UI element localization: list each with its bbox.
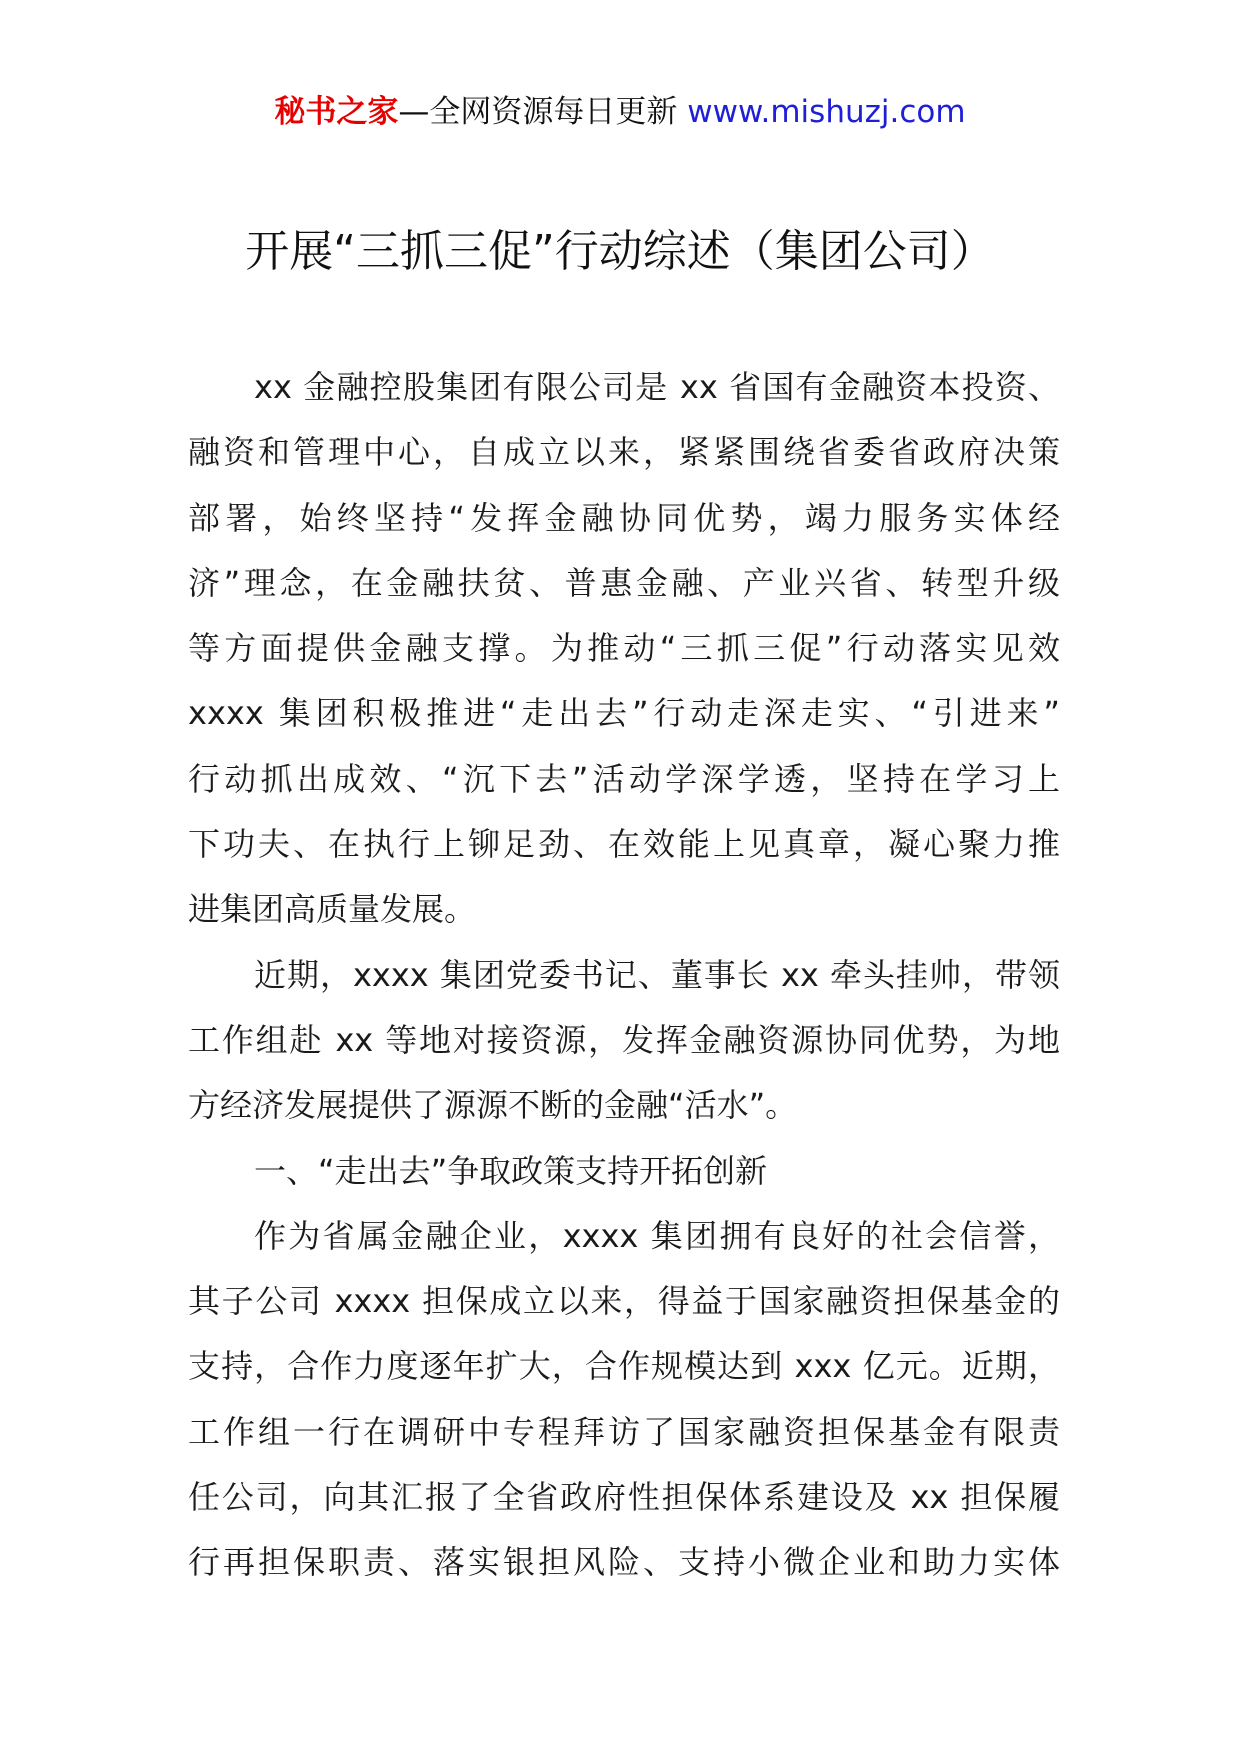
section-heading: 一、“走出去”争取政策支持开拓创新 <box>254 1151 768 1190</box>
paragraph-line: xxxx 集团积极推进“走出去”行动走深走实、“引进来” <box>188 694 1060 733</box>
paragraph-line: 行再担保职责、落实银担风险、支持小微企业和助力实体 <box>188 1543 1060 1582</box>
paragraph-line: 工作组赴 xx 等地对接资源，发挥金融资源协同优势，为地 <box>188 1020 1060 1059</box>
paragraph-line: 工作组一行在调研中专程拜访了国家融资担保基金有限责 <box>188 1412 1060 1451</box>
document-body <box>188 355 1060 1596</box>
paragraph-line: 部署，始终坚持“发挥金融协同优势，竭力服务实体经 <box>188 498 1060 537</box>
paragraph-line: 近期，xxxx 集团党委书记、董事长 xx 牵头挂帅，带领 <box>254 955 1060 994</box>
paragraph-line: 下功夫、在执行上铆足劲、在效能上见真章，凝心聚力推 <box>188 825 1060 864</box>
paragraph-line: 进集团高质量发展。 <box>188 890 477 929</box>
paragraph-line: 其子公司 xxxx 担保成立以来，得益于国家融资担保基金的 <box>188 1282 1060 1321</box>
paragraph-line: 任公司，向其汇报了全省政府性担保体系建设及 xx 担保履 <box>188 1478 1060 1517</box>
paragraph-line: 融资和管理中心，自成立以来，紧紧围绕省委省政府决策 <box>188 433 1060 472</box>
header-slogan: —全网资源每日更新 <box>398 94 678 130</box>
paragraph-line: 等方面提供金融支撑。为推动“三抓三促”行动落实见效 <box>188 629 1060 668</box>
paragraph-line: 行动抓出成效、“沉下去”活动学深学透，坚持在学习上 <box>188 759 1060 798</box>
paragraph-line: 作为省属金融企业，xxxx 集团拥有良好的社会信誉， <box>254 1216 1060 1255</box>
site-header <box>0 92 1240 132</box>
site-url-link[interactable]: www.mishuzj.com <box>687 94 966 130</box>
paragraph-line: 支持，合作力度逐年扩大，合作规模达到 xxx 亿元。近期， <box>188 1347 1060 1386</box>
paragraph-line: xx 金融控股集团有限公司是 xx 省国有金融资本投资、 <box>254 368 1060 406</box>
brand-name: 秘书之家 <box>274 94 399 130</box>
paragraph-line: 方经济发展提供了源源不断的金融“活水”。 <box>188 1086 798 1125</box>
paragraph-line: 济”理念，在金融扶贫、普惠金融、产业兴省、转型升级 <box>188 563 1060 602</box>
document-title: 开展“三抓三促”行动综述（集团公司） <box>245 226 995 277</box>
